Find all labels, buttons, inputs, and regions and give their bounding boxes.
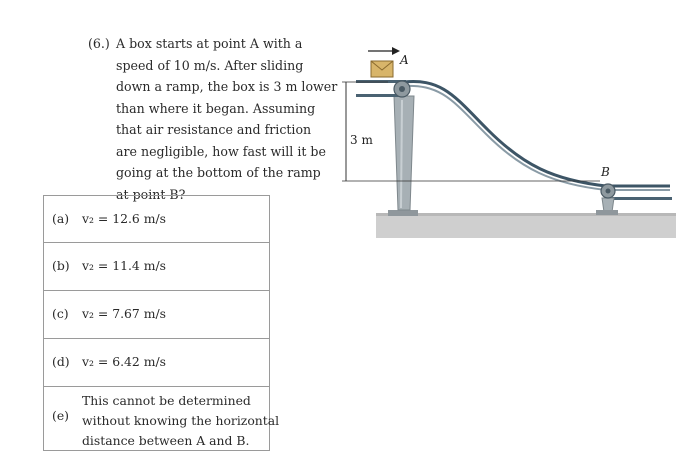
ramp-track — [404, 81, 670, 186]
top-rail-lower — [356, 94, 402, 97]
pulley-b-center — [606, 189, 611, 194]
left-base — [388, 210, 418, 216]
bottom-rail — [608, 197, 672, 200]
right-base — [596, 210, 618, 215]
question-body — [116, 33, 338, 205]
question-line: that air resistance and friction — [116, 122, 312, 137]
question-line: speed of 10 m/s. After sliding — [116, 57, 304, 73]
choice-label: (a) — [52, 211, 70, 226]
ramp-figure — [338, 40, 676, 238]
choice-d[interactable] — [43, 339, 270, 387]
ramp-track-inner — [404, 86, 670, 190]
question-line: A box starts at point A with a — [116, 36, 303, 51]
choice-text: v₂ = 6.42 m/s — [82, 354, 167, 369]
choice-text: v₂ = 7.67 m/s — [82, 306, 167, 321]
choice-label: (d) — [52, 354, 70, 369]
height-label: 3 m — [350, 133, 373, 147]
motion-arrowhead — [392, 47, 400, 55]
ground — [376, 214, 676, 238]
right-post — [602, 198, 614, 212]
choice-label: (b) — [52, 258, 70, 273]
choice-label: (c) — [52, 306, 69, 321]
point-a-label: A — [400, 53, 409, 67]
choice-label: (e) — [52, 408, 70, 423]
question-line: are negligible, how fast will it be — [116, 143, 326, 159]
question-line: at point B? — [116, 186, 186, 202]
choice-text-line: This cannot be determined — [82, 393, 251, 408]
choice-a[interactable] — [43, 195, 270, 243]
choice-e[interactable] — [43, 387, 280, 451]
post-highlight — [401, 100, 402, 208]
question-number: (6.) — [88, 36, 110, 51]
choice-text-line: without knowing the horizontal — [82, 413, 280, 428]
choice-text-multiline — [82, 391, 279, 451]
answer-choices — [43, 195, 280, 451]
choice-text: v₂ = 12.6 m/s — [82, 211, 167, 226]
question-line: going at the bottom of the ramp — [116, 165, 321, 180]
question-line: than where it began. Assuming — [116, 100, 316, 116]
choice-c[interactable] — [43, 291, 270, 339]
left-post — [394, 96, 414, 210]
choice-b[interactable] — [43, 243, 270, 291]
choice-text-line: distance between A and B. — [82, 433, 250, 448]
ground-edge — [376, 213, 676, 216]
point-b-label: B — [601, 165, 610, 179]
question-line: down a ramp, the box is 3 m lower — [116, 79, 338, 94]
pulley-a-center — [399, 86, 405, 92]
choice-text: v₂ = 11.4 m/s — [82, 258, 167, 273]
question-text — [88, 33, 338, 205]
